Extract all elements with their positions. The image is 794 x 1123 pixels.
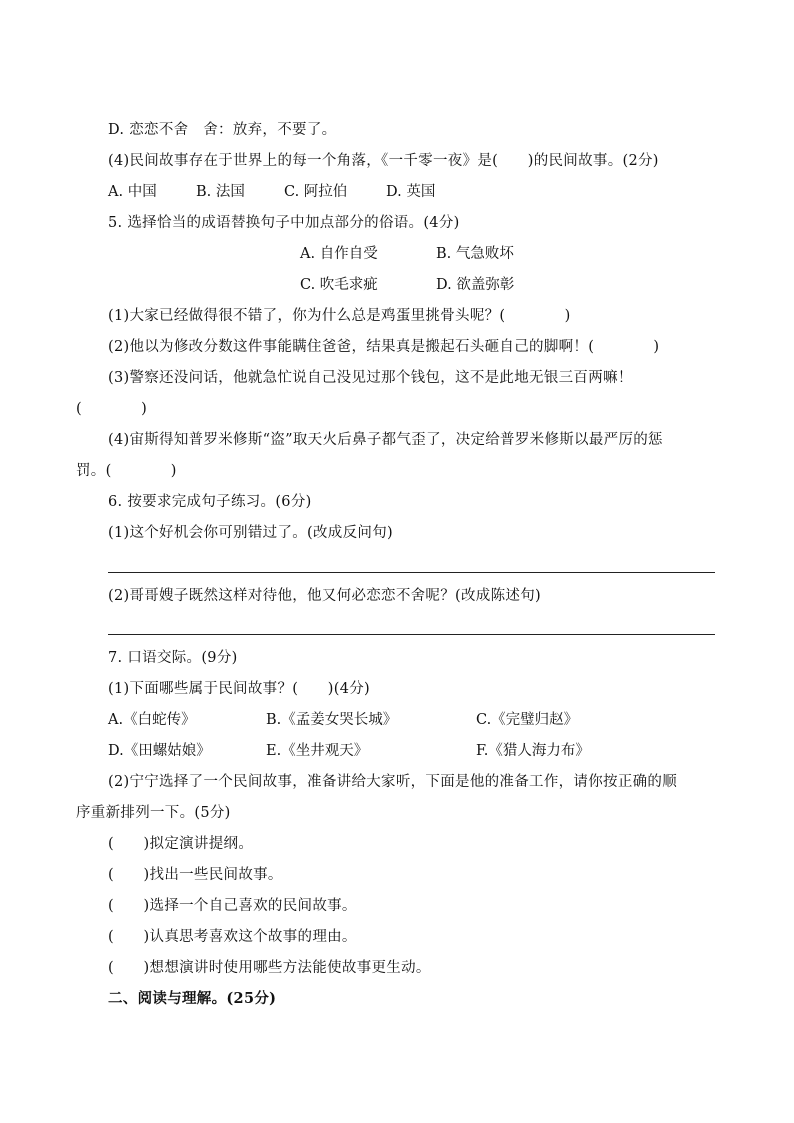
q4-4-options xyxy=(108,182,708,202)
q5-3-answer-blank[interactable]: ( ) xyxy=(76,401,148,417)
q4-option-d: D. 恋恋不舍 舍：放弃，不要了。 xyxy=(108,122,337,138)
q4-4-option-c[interactable]: C. 阿拉伯 xyxy=(284,184,348,200)
q7-2-continued: 序重新排列一下。(5分) xyxy=(76,805,231,821)
q7-1-options xyxy=(108,710,668,762)
q7-1-option-a[interactable]: A.《白蛇传》 xyxy=(108,712,196,728)
q7-1-option-e[interactable]: E.《坐井观天》 xyxy=(266,743,369,759)
q6-title: 6. 按要求完成句子练习。(6分) xyxy=(108,494,312,510)
q7-2-step[interactable]: ( )想想演讲时使用哪些方法能使故事更生动。 xyxy=(108,960,431,976)
q6-1-answer-line[interactable] xyxy=(108,572,715,573)
q7-1-option-d[interactable]: D.《田螺姑娘》 xyxy=(108,743,211,759)
q5-2: (2)他以为修改分数这件事能瞒住爸爸，结果真是搬起石头砸自己的脚啊！( ) xyxy=(108,339,660,355)
q5-option-d[interactable]: D. 欲盖弥彰 xyxy=(436,277,515,293)
q6-2-answer-line[interactable] xyxy=(108,634,715,635)
q7-2-step[interactable]: ( )认真思考喜欢这个故事的理由。 xyxy=(108,929,357,945)
q6-1: (1)这个好机会你可别错过了。(改成反问句) xyxy=(108,525,393,541)
q7-1-option-f[interactable]: F.《猎人海力布》 xyxy=(476,743,590,759)
q6-2: (2)哥哥嫂子既然这样对待他，他又何必恋恋不舍呢？(改成陈述句) xyxy=(108,588,541,604)
section-2-heading: 二、阅读与理解。(25分) xyxy=(108,990,277,1007)
q5-4: (4)宙斯得知普罗米修斯“盗”取天火后鼻子都气歪了，决定给普罗米修斯以最严厉的惩 xyxy=(108,432,663,448)
q5-3: (3)警察还没问话，他就急忙说自己没见过那个钱包，这不是此地无银三百两嘛！ xyxy=(108,370,633,386)
q4-4-option-b[interactable]: B. 法国 xyxy=(196,184,245,200)
q7-2-step[interactable]: ( )选择一个自己喜欢的民间故事。 xyxy=(108,898,357,914)
q5-4-continued: 罚。( ) xyxy=(76,463,177,479)
q7-1-option-b[interactable]: B.《孟姜女哭长城》 xyxy=(266,712,398,728)
q7-1-option-c[interactable]: C.《完璧归赵》 xyxy=(476,712,579,728)
q7-title: 7. 口语交际。(9分) xyxy=(108,650,238,666)
q7-2: (2)宁宁选择了一个民间故事，准备讲给大家听，下面是他的准备工作，请你按正确的顺 xyxy=(108,774,678,790)
q5-option-a[interactable]: A. 自作自受 xyxy=(300,246,378,262)
q5-option-b[interactable]: B. 气急败坏 xyxy=(436,246,514,262)
q4-4-stem: (4)民间故事存在于世界上的每一个角落，《一千零一夜》是( )的民间故事。(2分) xyxy=(108,153,659,169)
q7-2-step[interactable]: ( )找出一些民间故事。 xyxy=(108,867,283,883)
q5-1: (1)大家已经做得很不错了，你为什么总是鸡蛋里挑骨头呢？( ) xyxy=(108,308,571,324)
q4-4-option-d[interactable]: D. 英国 xyxy=(386,184,436,200)
q5-title: 5. 选择恰当的成语替换句子中加点部分的俗语。(4分) xyxy=(108,215,460,231)
q5-options xyxy=(300,244,600,296)
q7-1: (1)下面哪些属于民间故事？( )(4分) xyxy=(108,681,370,697)
q7-2-step[interactable]: ( )拟定演讲提纲。 xyxy=(108,836,254,852)
q4-4-option-a[interactable]: A. 中国 xyxy=(108,184,157,200)
q5-option-c[interactable]: C. 吹毛求疵 xyxy=(300,277,378,293)
